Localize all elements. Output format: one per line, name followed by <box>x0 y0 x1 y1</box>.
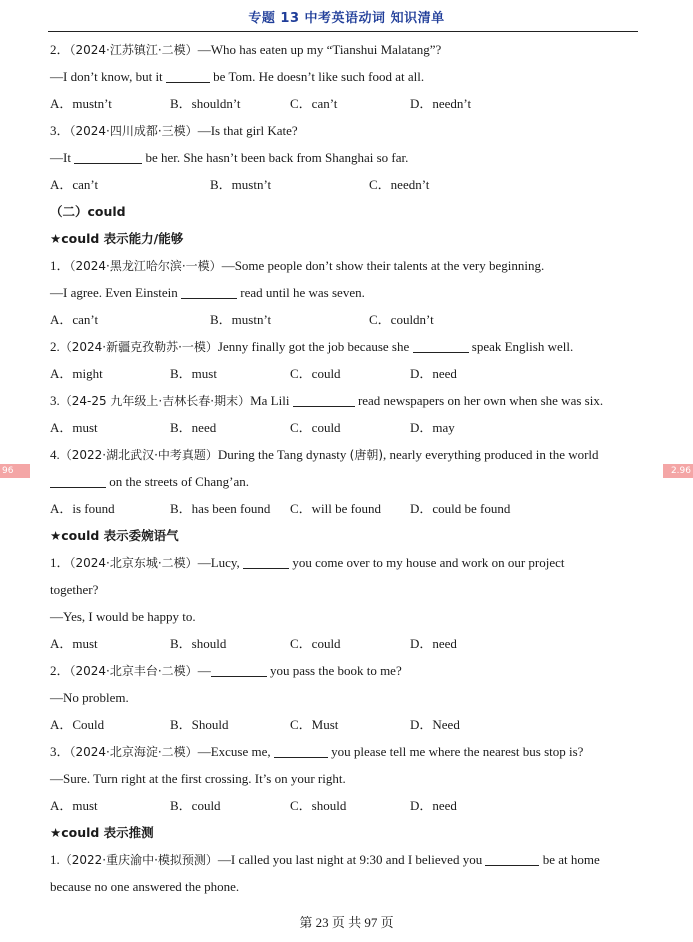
question-reply: —It be her. She hasn’t been back from Shanghai so far. <box>50 150 409 165</box>
option-b[interactable]: B．mustn’t <box>210 312 272 327</box>
option-b[interactable]: B．mustn’t <box>210 177 272 192</box>
option-a[interactable]: A．mustn’t <box>50 96 112 111</box>
question-reply: —Sure. Turn right at the first crossing. It’s on your right. <box>50 771 346 786</box>
question-stem: 3．（2024·四川成都·三模）—Is that girl Kate? <box>50 123 298 138</box>
option-a[interactable]: A．can’t <box>50 312 99 327</box>
question-reply: —No problem. <box>50 690 129 705</box>
question-stem-continued: together? <box>50 582 99 597</box>
option-row <box>50 711 642 738</box>
question-reply: —I don’t know, but it be Tom. He doesn’t like such food at all. <box>50 69 425 84</box>
answer-blank[interactable] <box>211 662 267 677</box>
option-c[interactable]: C．could <box>290 420 341 435</box>
option-row <box>50 306 642 333</box>
option-c[interactable]: C．will be found <box>290 501 381 516</box>
option-d[interactable]: D．need <box>410 798 457 813</box>
subsection-heading-polite: ★could 表示委婉语气 <box>50 528 179 543</box>
option-c[interactable]: C．could <box>290 636 341 651</box>
answer-blank[interactable] <box>413 338 469 353</box>
option-a[interactable]: A．Could <box>50 717 105 732</box>
answer-blank[interactable] <box>181 284 237 299</box>
answer-blank[interactable] <box>74 149 142 164</box>
question-stem: 2.（2024·新疆克孜勒苏·一模）Jenny finally got the job because she speak English well. <box>50 339 574 354</box>
answer-blank[interactable] <box>166 68 210 83</box>
answer-blank[interactable] <box>274 743 328 758</box>
option-c[interactable]: C．can’t <box>290 96 338 111</box>
option-b[interactable]: B．should <box>170 636 227 651</box>
option-row <box>50 360 642 387</box>
option-a[interactable]: A．might <box>50 366 103 381</box>
answer-blank[interactable] <box>243 554 289 569</box>
option-row <box>50 630 642 657</box>
right-margin-mark: 2.96 <box>663 464 693 478</box>
option-b[interactable]: B．Should <box>170 717 229 732</box>
option-b[interactable]: B．could <box>170 798 221 813</box>
answer-blank[interactable] <box>293 392 355 407</box>
option-b[interactable]: B．must <box>170 366 217 381</box>
header-divider <box>48 31 638 32</box>
option-row <box>50 414 642 441</box>
option-b[interactable]: B．need <box>170 420 217 435</box>
question-stem-continued: on the streets of Chang’an. <box>50 468 642 495</box>
option-d[interactable]: D．need <box>410 636 457 651</box>
question-stem: 2．（2024·北京丰台·二模）— you pass the book to me? <box>50 663 402 678</box>
option-row <box>50 495 642 522</box>
option-d[interactable]: D．need <box>410 366 457 381</box>
question-stem: 2．（2024·江苏镇江·二模）—Who has eaten up my “Tianshui Malatang”? <box>50 42 442 57</box>
subsection-heading-guess: ★could 表示推测 <box>50 825 154 840</box>
option-a[interactable]: A．must <box>50 420 98 435</box>
answer-blank[interactable] <box>50 473 106 488</box>
question-reply: —I agree. Even Einstein read until he was seven. <box>50 285 365 300</box>
question-reply: —Yes, I would be happy to. <box>50 609 196 624</box>
option-a[interactable]: A．is found <box>50 501 115 516</box>
option-row <box>50 792 642 819</box>
option-a[interactable]: A．must <box>50 798 98 813</box>
option-b[interactable]: B．shouldn’t <box>170 96 241 111</box>
answer-blank[interactable] <box>485 851 539 866</box>
option-b[interactable]: B．has been found <box>170 501 271 516</box>
option-d[interactable]: D．could be found <box>410 501 511 516</box>
question-stem: 3.（24-25 九年级上·吉林长春·期末）Ma Lili read newspapers on her own when she was six. <box>50 393 604 408</box>
question-stem: 1．（2024·北京东城·二模）—Lucy, you come over to my house and work on our project <box>50 555 565 570</box>
question-stem: 1.（2022·重庆渝中·模拟预测）—I called you last night at 9:30 and I believed you be at home <box>50 852 600 867</box>
option-c[interactable]: C．could <box>290 366 341 381</box>
question-stem: 1．（2024·黑龙江哈尔滨·一模）—Some people don’t show their talents at the very beginning. <box>50 258 545 273</box>
option-d[interactable]: D．Need <box>410 717 460 732</box>
option-d[interactable]: D．needn’t <box>410 96 472 111</box>
option-row <box>50 90 642 117</box>
option-d[interactable]: D．may <box>410 420 455 435</box>
option-c[interactable]: C．Must <box>290 717 339 732</box>
left-margin-mark: 96 <box>0 464 30 478</box>
option-row <box>50 171 642 198</box>
option-c[interactable]: C．should <box>290 798 347 813</box>
question-stem: 3．（2024·北京海淀·二模）—Excuse me, you please tell me where the nearest bus stop is? <box>50 744 584 759</box>
question-stem: 4.（2022·湖北武汉·中考真题）During the Tang dynasty (唐朝), nearly everything produced in the world <box>50 447 599 462</box>
section-heading-could: （二）could <box>50 204 126 219</box>
subsection-heading-ability: ★could 表示能力/能够 <box>50 231 184 246</box>
page-content <box>50 36 642 900</box>
option-c[interactable]: C．couldn’t <box>369 312 434 327</box>
option-a[interactable]: A．must <box>50 636 98 651</box>
page-number-footer: 第 23 页 共 97 页 <box>299 915 394 930</box>
question-stem-continued: because no one answered the phone. <box>50 879 240 894</box>
option-c[interactable]: C．needn’t <box>369 177 430 192</box>
option-a[interactable]: A．can’t <box>50 177 99 192</box>
page-header-title: 专题 13 中考英语动词 知识清单 <box>248 11 445 26</box>
